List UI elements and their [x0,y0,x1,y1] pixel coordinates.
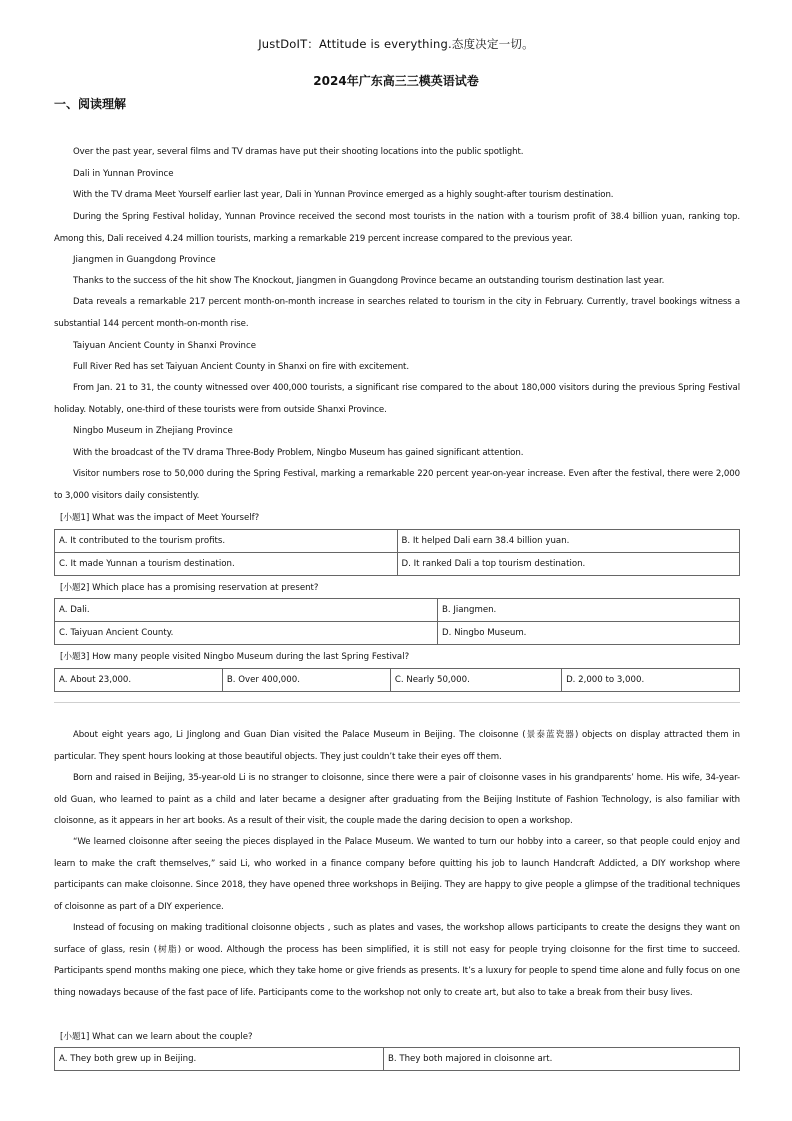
answer-options-p2q1 [54,1047,740,1071]
passage1-paragraph: During the Spring Festival holiday, Yunnan Province received the second most tourists in the nation with a tourism profit of 38.4 billion yuan, ranking top. Among this, Dali received 4.24 million tourists, marking a remarkable 219 percent increase compared to the previous year. [54,212,740,244]
option-a[interactable]: A. About 23,000. [55,669,223,692]
passage1-paragraph: With the broadcast of the TV drama Three-Body Problem, Ningbo Museum has gained significant attention. [73,448,524,458]
exam-title: 2024年广东高三三模英语试卷 [313,74,479,88]
passage1-paragraph: From Jan. 21 to 31, the county witnessed over 400,000 tourists, a significant rise compared to the about 180,000 visitors during the previous Spring Festival holiday. Notably, one-third of these tourists were from outside Shanxi Province. [54,383,740,415]
passage2-paragraph: About eight years ago, Li Jinglong and Guan Dian visited the Palace Museum in Beijing. The cloisonne (景泰蓝瓷器) objects on display attracted them in particular. They spent hours looking at those beautiful objects. They just couldn’t take their eyes off them. [54,730,740,762]
option-c[interactable]: C. Taiyuan Ancient County. [55,622,438,645]
option-a[interactable]: A. They both grew up in Beijing. [55,1048,384,1071]
option-a[interactable]: A. Dali. [55,599,438,622]
question-stem: [小题1] What can we learn about the couple? [60,1032,253,1042]
option-b[interactable]: B. Jiangmen. [438,599,740,622]
passage1-heading-ningbo: Ningbo Museum in Zhejiang Province [73,426,233,436]
option-b[interactable]: B. Over 400,000. [222,669,390,692]
option-d[interactable]: D. Ningbo Museum. [438,622,740,645]
question-stem: [小题1] What was the impact of Meet Yourself? [60,513,260,523]
passage2-paragraph: “We learned cloisonne after seeing the pieces displayed in the Palace Museum. We wanted to turn our hobby into a career, so that people could enjoy and learn to make the craft themselves,” said Li, who worked in a finance company before quitting his job to launch Handcraft Addicted, a DIY workshop where participants can make cloisonne. Since 2018, they have opened three workshops in Beijing. They are happy to give people a glimpse of the traditional techniques of cloisonne as part of a DIY experience. [54,837,740,912]
answer-options-q3 [54,668,740,692]
option-b[interactable]: B. It helped Dali earn 38.4 billion yuan. [397,530,740,553]
passage2-paragraph: Instead of focusing on making traditional cloisonne objects , such as plates and vases, the workshop allows participants to create the designs they want on surface of glass, resin (树脂) or wood. Although the process has been simplified, it is still not easy for people trying cloisonne for the first time to succeed. Participants spend months making one piece, which they take home or give friends as presents. It’s a luxury for people to spend time alone and fully focus on one thing nowadays because of the fast pace of life. Participants come to the workshop not only to create art, but also to take a break from their busy lives. [54,923,740,998]
passage1-heading-dali: Dali in Yunnan Province [73,169,174,179]
passage1-heading-jiangmen: Jiangmen in Guangdong Province [73,255,216,265]
question-stem: [小题3] How many people visited Ningbo Museum during the last Spring Festival? [60,652,410,662]
option-c[interactable]: C. Nearly 50,000. [390,669,561,692]
option-b[interactable]: B. They both majored in cloisonne art. [384,1048,740,1071]
passage1-paragraph: With the TV drama Meet Yourself earlier last year, Dali in Yunnan Province emerged as a highly sought-after tourism destination. [73,190,614,200]
passage1-paragraph: Thanks to the success of the hit show The Knockout, Jiangmen in Guangdong Province became an outstanding tourism destination last year. [73,276,665,286]
motto-header: JustDoIT：Attitude is everything.态度决定一切。 [258,37,534,51]
option-a[interactable]: A. It contributed to the tourism profits. [55,530,398,553]
passage1-heading-taiyuan: Taiyuan Ancient County in Shanxi Province [73,341,257,351]
passage2-paragraph: Born and raised in Beijing, 35-year-old Li is no stranger to cloisonne, since there were a pair of cloisonne vases in his grandparents’ home. His wife, 34-year-old Guan, who learned to paint as a child and later became a designer after graduating from the Beijing Institute of Fashion Technology, is also familiar with cloisonne, as it appears in her art books. As a result of their visit, the couple made the daring decision to open a workshop. [54,773,740,826]
option-c[interactable]: C. It made Yunnan a tourism destination. [55,553,398,576]
passage-divider [54,702,740,703]
section-heading: 一、阅读理解 [54,97,127,111]
passage1-paragraph: Visitor numbers rose to 50,000 during the Spring Festival, marking a remarkable 220 percent year-on-year increase. Even after the festival, there were 2,000 to 3,000 visitors daily consistently. [54,469,740,501]
passage1-intro: Over the past year, several films and TV dramas have put their shooting locations into the public spotlight. [73,147,524,157]
option-d[interactable]: D. It ranked Dali a top tourism destination. [397,553,740,576]
answer-options-q2 [54,598,740,645]
question-stem: [小题2] Which place has a promising reservation at present? [60,583,319,593]
passage1-paragraph: Data reveals a remarkable 217 percent month-on-month increase in searches related to tourism in the city in February. Currently, travel bookings witness a substantial 144 percent month-on-month rise. [54,297,740,329]
passage1-paragraph: Full River Red has set Taiyuan Ancient County in Shanxi on fire with excitement. [73,362,409,372]
option-d[interactable]: D. 2,000 to 3,000. [562,669,740,692]
answer-options-q1 [54,529,740,576]
